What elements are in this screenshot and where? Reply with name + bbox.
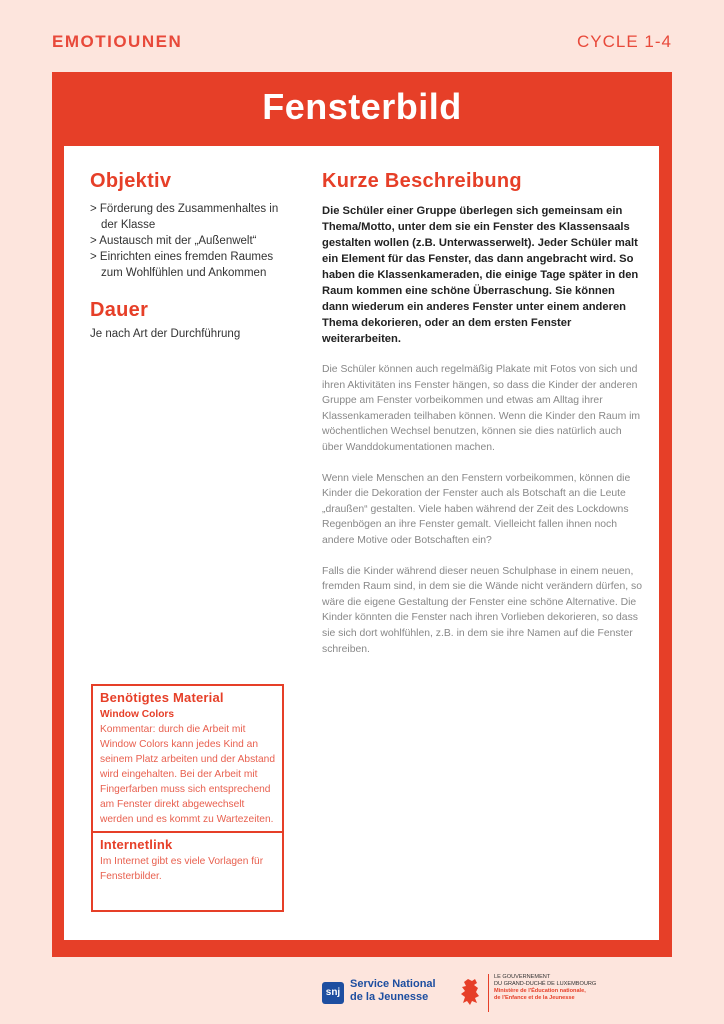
list-item: > Einrichten eines fremden Raumes zum Wohlfühlen und Ankommen <box>90 251 274 279</box>
objectiv-heading: Objektiv <box>90 170 172 192</box>
dauer-text: Je nach Art der Durchführung <box>90 328 241 340</box>
snj-line: de la Jeunesse <box>350 991 429 1003</box>
gov-line: Ministère de l'Éducation nationale, <box>494 988 586 994</box>
list-item: > Austausch mit der „Außenwelt“ <box>90 235 257 247</box>
snj-name <box>350 978 436 1004</box>
footer <box>0 968 724 1018</box>
objectiv-list <box>90 201 290 281</box>
right-column <box>322 170 642 657</box>
gov-line: DU GRAND-DUCHÉ DE LUXEMBOURG <box>494 981 597 987</box>
snj-line: Service National <box>350 978 436 990</box>
lion-icon <box>458 976 484 1008</box>
paragraph: Die Schüler können auch regelmäßig Plakate mit Fotos von sich und ihren Aktivitäten ins Fenster hängen, so dass die Kinder der anderen Gruppe am Fenster vorbeikommen und etwas am Alltag ihrer Klassenkameraden teilhaben können. Wenn die Kinder den Raum im wöchentlichen Wechsel benutzen, können sie dies natürlich auch über Wanddokumentationen machen. <box>322 364 641 453</box>
left-column <box>90 170 290 340</box>
material-box <box>91 684 284 912</box>
gov-line: LE GOUVERNEMENT <box>494 974 551 980</box>
government-label <box>494 974 596 1002</box>
beschreibung-heading: Kurze Beschreibung <box>322 170 522 192</box>
material-body <box>93 707 282 827</box>
paragraph: Wenn viele Menschen an den Fenstern vorbeikommen, können die Kinder die Dekoration der Fenster auch als Botschaft an die Leute „draußen“ gestalten. Viele haben während der Zeit des Lockdowns Regenbögen an ihre Fenster gemalt. Vielleicht fallen ihnen noch andere Motive oder Botschaften ein? <box>322 472 631 546</box>
cycle-label: CYCLE 1-4 <box>577 32 672 51</box>
snj-logo: snj <box>322 982 344 1004</box>
divider <box>488 974 489 1012</box>
internetlink-text: Im Internet gibt es viele Vorlagen für Fensterbilder. <box>100 856 264 882</box>
content-card <box>64 146 659 940</box>
material-subheading: Window Colors <box>100 709 175 720</box>
gov-line: de l'Enfance et de la Jeunesse <box>494 995 575 1001</box>
dauer-heading: Dauer <box>90 299 149 321</box>
content-frame <box>52 72 672 957</box>
list-item: > Förderung des Zusammenhaltes in der Klasse <box>90 203 279 231</box>
material-heading: Benötigtes Material <box>100 690 224 705</box>
lead-paragraph: Die Schüler einer Gruppe überlegen sich gemeinsam ein Thema/Motto, unter dem sie ein Fenster des Klassensaals gestalten wollen (z.B. Unterwasserwelt). Jeder Schüler malt ein Element für das Fenster, das dann angebracht wird. So haben die Klassenkameraden, die einige Tage später in den Raum kommen eine schöne Überraschung. Sie können dann wiederum ein anderes Fenster unter einem anderen Thema dekorieren, oder an dem ersten Fenster weiterarbeiten. <box>322 205 639 345</box>
paragraph: Falls die Kinder während dieser neuen Schulphase in einem neuen, fremden Raum sind, in dem sie die Wände nicht verändern dürfen, so wäre die eigene Gestaltung der Fenster eine schöne Alternative. Die Kinder könnten die Fenster nach ihren Vorlieben dekorieren, so dass sie sich dort wohlfühlen, z.B. in dem sie ihre Namen auf die Fenster schreiben. <box>322 565 642 655</box>
section-label: EMOTIOUNEN <box>52 32 183 51</box>
page-title: Fensterbild <box>262 86 462 127</box>
internetlink-heading: Internetlink <box>100 837 173 852</box>
material-text: Kommentar: durch die Arbeit mit Window Colors kann jedes Kind an seinem Platz arbeiten und der Abstand wird eingehalten. Bei der Arbeit mit Fingerfarben muss sich entsprechend am Fenster direkt abgewechselt werden und es kommt zu Wartezeiten. <box>100 724 275 825</box>
